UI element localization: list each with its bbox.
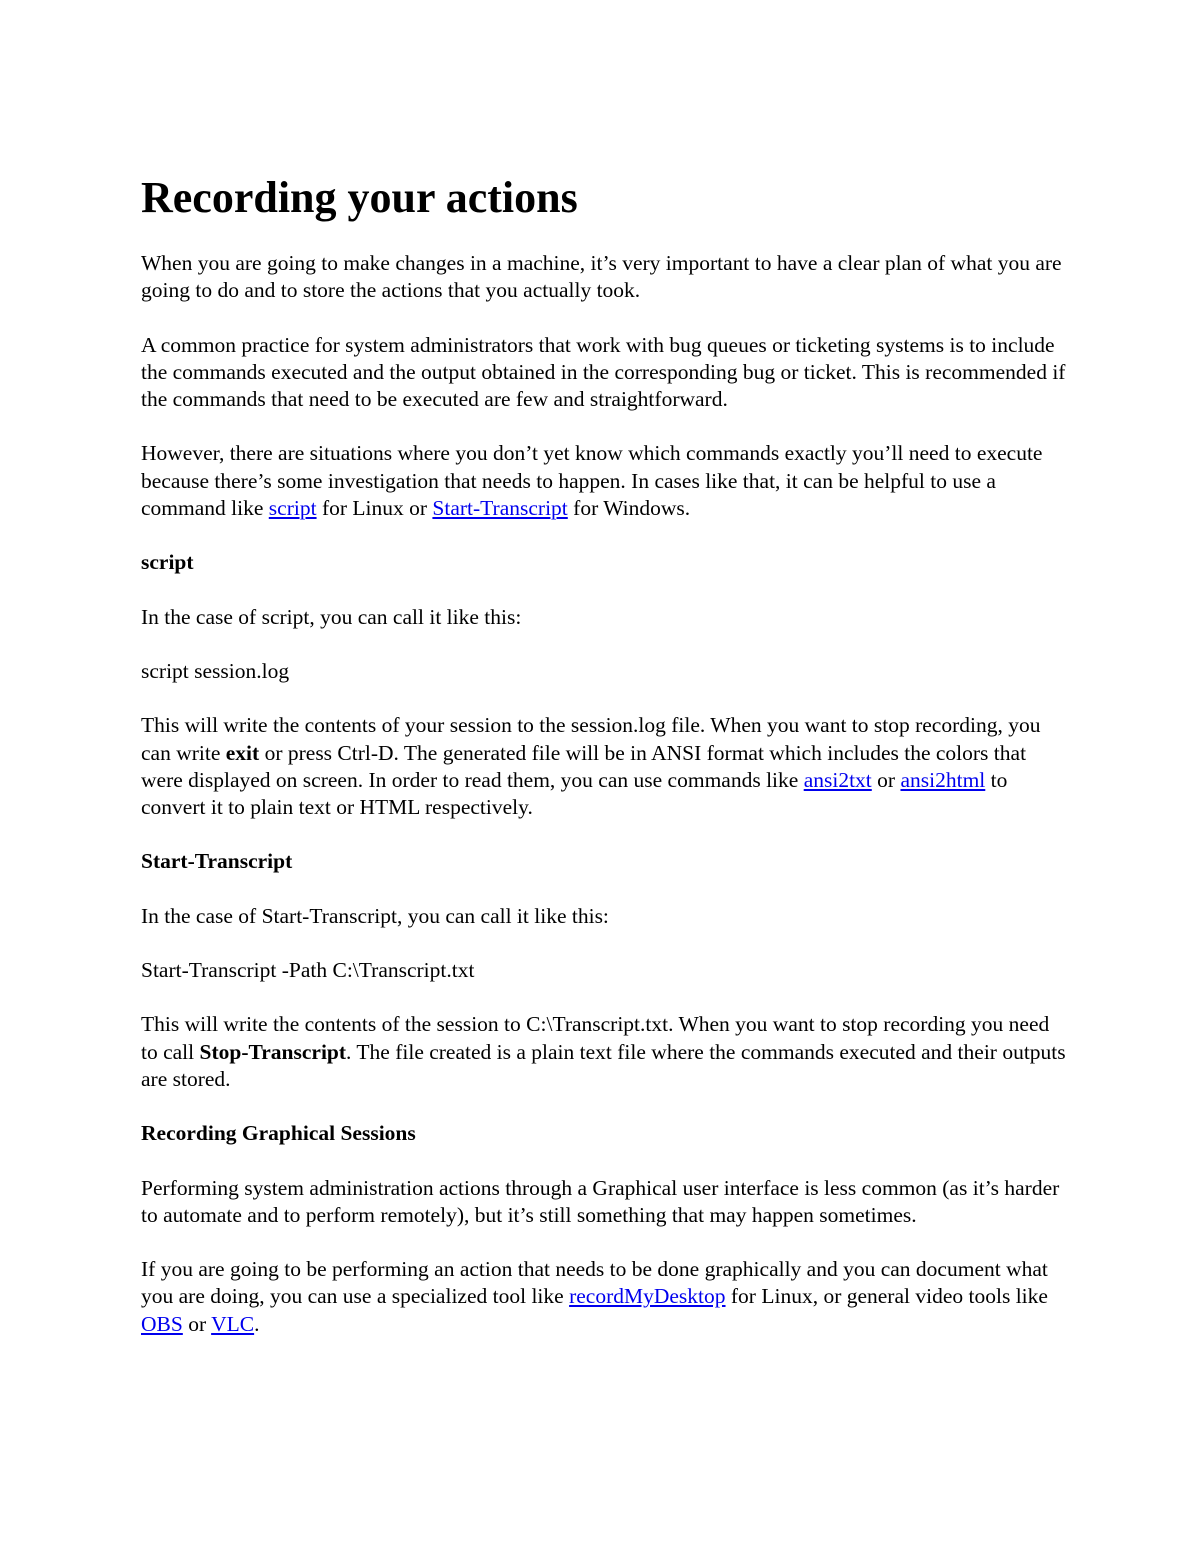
text-span: However, there are situations where you don’t yet know which commands exactly you’ll need to execute because there’s some investigation that needs to happen. In cases like that, it can be helpful to use a command like: [141, 441, 1043, 521]
ansi2txt-link[interactable]: ansi2txt: [803, 767, 872, 792]
text-span: or: [871, 767, 901, 792]
script-heading: script: [141, 550, 194, 575]
exit-command: exit: [225, 740, 260, 765]
text-span: or: [182, 1311, 212, 1336]
script-paragraph-1: In the case of script, you can call it like this:: [141, 604, 522, 629]
transcript-command: Start-Transcript -Path C:\Transcript.txt: [141, 958, 475, 983]
script-command: script session.log: [141, 658, 290, 683]
text-span: . The file created is a plain text file where the commands executed and their outputs are stored.: [141, 1039, 1066, 1091]
start-transcript-link[interactable]: Start-Transcript: [432, 496, 568, 521]
start-transcript-heading: Start-Transcript: [141, 849, 293, 874]
recordmydesktop-link[interactable]: recordMyDesktop: [569, 1284, 726, 1309]
text-span: for Windows.: [567, 496, 691, 521]
ansi2html-link[interactable]: ansi2html: [900, 767, 986, 792]
script-link[interactable]: script: [268, 496, 317, 521]
graphical-paragraph-1: Performing system administration actions through a Graphical user interface is less common (as it’s harder to automate and to perform remotely), but it’s still something that may happen sometimes.: [141, 1175, 1060, 1227]
transcript-paragraph-1: In the case of Start-Transcript, you can call it like this:: [141, 903, 609, 928]
intro-paragraph-2: A common practice for system administrators that work with bug queues or ticketing systems is to include the commands executed and the output obtained in the corresponding bug or ticket. This is recommended if the commands that need to be executed are few and straightforward.: [141, 332, 1066, 412]
text-span: for Linux, or general video tools like: [725, 1284, 1048, 1309]
transcript-paragraph-2: [141, 1011, 1071, 1093]
vlc-link[interactable]: VLC: [211, 1311, 255, 1336]
intro-paragraph-1: When you are going to make changes in a machine, it’s very important to have a clear plan of what you are going to do and to store the actions that you actually took.: [141, 251, 1062, 303]
text-span: for Linux or: [316, 496, 433, 521]
document-page: [141, 168, 1071, 1365]
stop-transcript-command: Stop-Transcript: [199, 1039, 347, 1064]
page-title: Recording your actions: [141, 173, 578, 222]
text-span: This will write the contents of your session to the session.log file. When you want to stop recording, you can write: [141, 713, 1041, 765]
graphical-sessions-heading: Recording Graphical Sessions: [141, 1121, 416, 1146]
text-span: .: [254, 1311, 260, 1336]
obs-link[interactable]: OBS: [141, 1311, 183, 1336]
intro-paragraph-3: [141, 440, 1071, 522]
graphical-paragraph-2: [141, 1256, 1071, 1338]
text-span: This will write the contents of the session to C:\Transcript.txt. When you want to stop recording you need to call: [141, 1012, 1050, 1064]
text-span: or press Ctrl-D. The generated file will be in ANSI format which includes the colors that were displayed on screen. In order to read them, you can use commands like: [141, 740, 1027, 792]
text-span: to convert it to plain text or HTML respectively.: [141, 767, 1008, 820]
text-span: If you are going to be performing an action that needs to be done graphically and you can document what you are doing, you can use a specialized tool like: [141, 1257, 1048, 1309]
script-paragraph-2: [141, 712, 1071, 821]
